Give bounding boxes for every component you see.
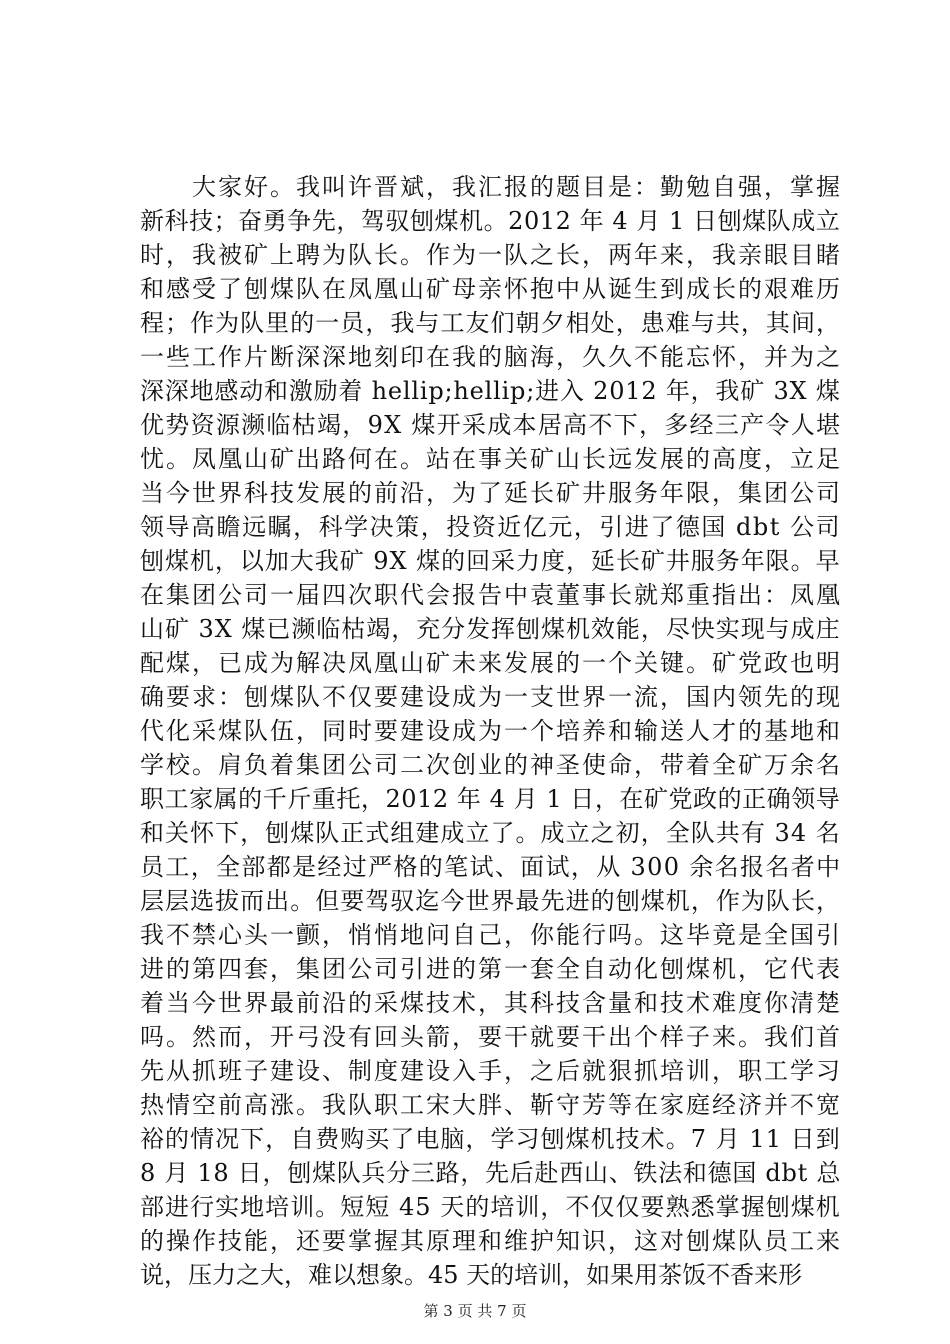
body-text-line: 员工，全部都是经过严格的笔试、面试，从 300 余名报名者中	[140, 853, 842, 881]
body-text-line: 一些工作片断深深地刻印在我的脑海，久久不能忘怀，并为之	[140, 343, 842, 371]
body-text-line: 时，我被矿上聘为队长。作为一队之长，两年来，我亲眼目睹	[140, 241, 842, 269]
body-text-line: 配煤，已成为解决凤凰山矿未来发展的一个关键。矿党政也明	[140, 649, 842, 677]
body-text-line: 新科技；奋勇争先，驾驭刨煤机。2012 年 4 月 1 日刨煤队成立	[140, 207, 841, 235]
body-text-line: 山矿 3X 煤已濒临枯竭，充分发挥刨煤机效能，尽快实现与成庄	[140, 615, 841, 643]
body-text-line: 程；作为队里的一员，我与工友们朝夕相处，患难与共，其间，	[140, 309, 842, 337]
body-text-line: 我不禁心头一颤，悄悄地问自己，你能行吗。这毕竟是全国引	[140, 921, 842, 949]
page-number-footer: 第 3 页 共 7 页	[423, 1302, 527, 1320]
body-text-line: 刨煤机，以加大我矿 9X 煤的回采力度，延长矿井服务年限。早	[140, 547, 841, 575]
body-text-line: 裕的情况下，自费购买了电脑，学习刨煤机技术。7 月 11 日到	[140, 1125, 841, 1153]
body-text-line: 和感受了刨煤队在凤凰山矿母亲怀抱中从诞生到成长的艰难历	[140, 275, 842, 303]
body-text-line: 吗。然而，开弓没有回头箭，要干就要干出个样子来。我们首	[140, 1023, 842, 1051]
body-text-line: 代化采煤队伍，同时要建设成为一个培养和输送人才的基地和	[140, 717, 842, 745]
body-text-line: 部进行实地培训。短短 45 天的培训，不仅仅要熟悉掌握刨煤机	[140, 1193, 841, 1221]
body-text-line: 的操作技能，还要掌握其原理和维护知识，这对刨煤队员工来	[140, 1227, 842, 1255]
body-text-line: 在集团公司一届四次职代会报告中袁董事长就郑重指出：凤凰	[140, 581, 842, 609]
body-text-line: 领导高瞻远瞩，科学决策，投资近亿元，引进了德国 dbt 公司	[140, 513, 842, 541]
body-text-line: 深深地感动和激励着 hellip;hellip;进入 2012 年，我矿 3X 煤	[140, 377, 841, 405]
body-text-line: 说，压力之大，难以想象。45 天的培训，如果用茶饭不香来形	[140, 1261, 803, 1289]
body-text-line: 先从抓班子建设、制度建设入手，之后就狠抓培训，职工学习	[140, 1057, 842, 1085]
body-text-line: 和关怀下，刨煤队正式组建成立了。成立之初，全队共有 34 名	[140, 819, 841, 847]
body-text-line: 学校。肩负着集团公司二次创业的神圣使命，带着全矿万余名	[140, 751, 842, 779]
body-text-line: 当今世界科技发展的前沿，为了延长矿井服务年限，集团公司	[140, 479, 842, 507]
body-text-line: 优势资源濒临枯竭，9X 煤开采成本居高不下，多经三产令人堪	[140, 411, 842, 439]
body-text-line: 大家好。我叫许晋斌，我汇报的题目是：勤勉自强，掌握	[140, 173, 842, 201]
body-text-line: 8 月 18 日，刨煤队兵分三路，先后赴西山、铁法和德国 dbt 总	[140, 1159, 842, 1187]
body-text-line: 职工家属的千斤重托，2012 年 4 月 1 日，在矿党政的正确领导	[140, 785, 841, 813]
body-text-line: 确要求：刨煤队不仅要建设成为一支世界一流，国内领先的现	[140, 683, 842, 711]
body-text-line: 热情空前高涨。我队职工宋大胖、靳守芳等在家庭经济并不宽	[140, 1091, 842, 1119]
body-text-line: 忧。凤凰山矿出路何在。站在事关矿山长远发展的高度，立足	[140, 445, 842, 473]
body-text-line: 层层选拔而出。但要驾驭迄今世界最先进的刨煤机，作为队长，	[140, 887, 842, 915]
body-text-line: 进的第四套，集团公司引进的第一套全自动化刨煤机，它代表	[140, 955, 842, 983]
body-text-line: 着当今世界最前沿的采煤技术，其科技含量和技术难度你清楚	[140, 989, 842, 1017]
